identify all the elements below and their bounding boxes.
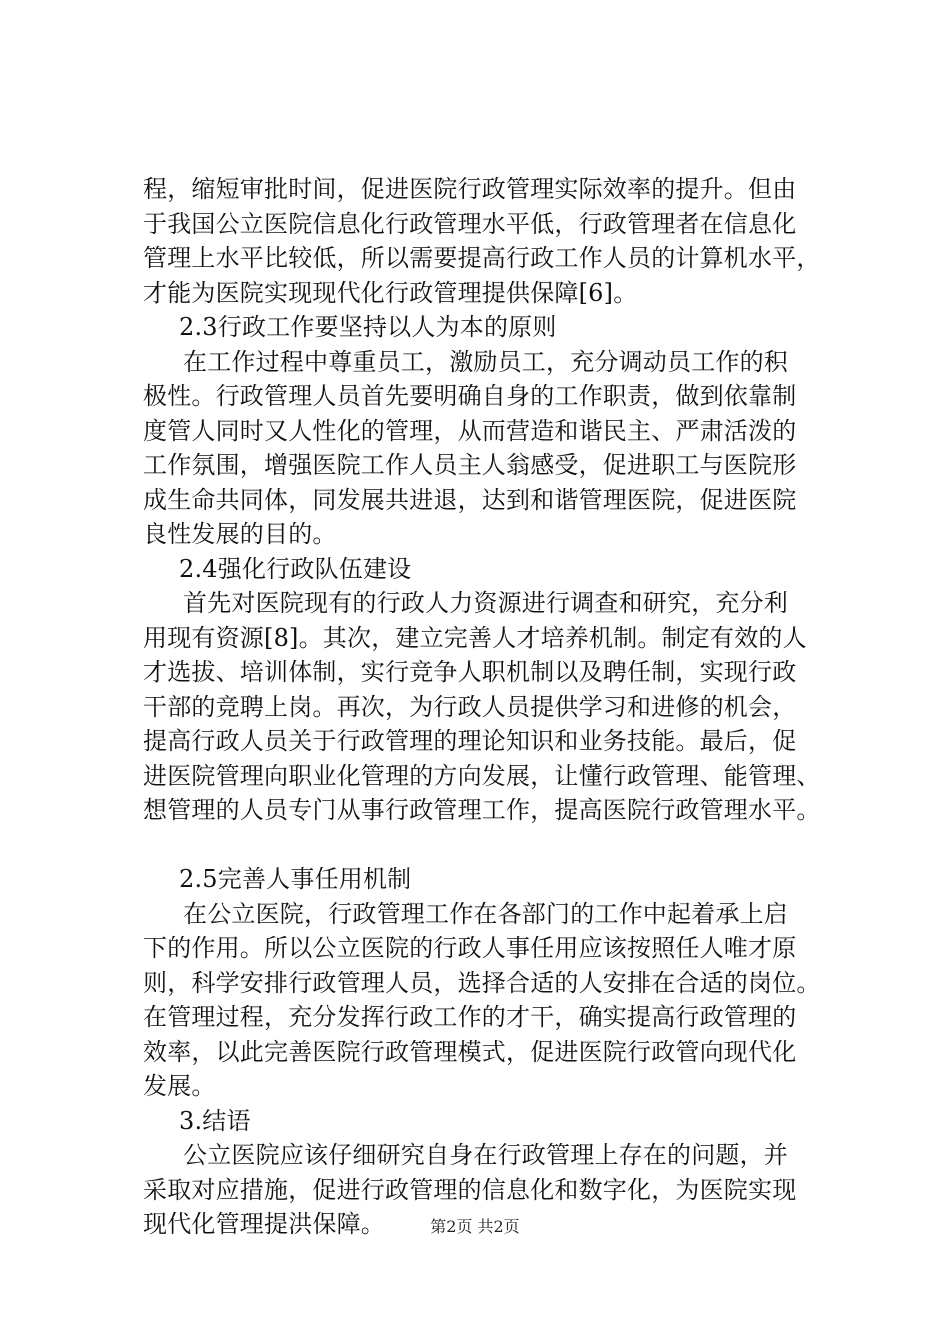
paragraph-line: 良性发展的目的。 [143, 520, 337, 548]
paragraph-line: 发展。 [143, 1072, 216, 1100]
paragraph-line: 公立医院应该仔细研究自身在行政管理上存在的问题，并 [183, 1141, 788, 1169]
paragraph-line: 才能为医院实现现代化行政管理提供保障[6]。 [143, 278, 638, 307]
paragraph-line: 想管理的人员专门从事行政管理工作，提高医院行政管理水平。 [143, 796, 821, 824]
paragraph-line: 采取对应措施，促进行政管理的信息化和数字化，为医院实现 [143, 1175, 797, 1204]
paragraph-line: 管理上水平比较低，所以需要提高行政工作人员的计算机水平， [143, 244, 821, 272]
paragraph-line: 程，缩短审批时间，促进医院行政管理实际效率的提升。但由 [143, 175, 797, 203]
document-body [143, 172, 835, 1242]
paragraph-line: 现代化管理提洪保障。 [143, 1210, 385, 1238]
paragraph-line: 工作氛围，增强医院工作人员主人翁感受，促进职工与医院形 [143, 451, 797, 479]
paragraph-line: 干部的竞聘上岗。再次，为行政人员提供学习和进修的机会， [143, 692, 797, 721]
paragraph-line: 进医院管理向职业化管理的方向发展，让懂行政管理、能管理、 [143, 761, 821, 790]
paragraph-line: 成生命共同体，同发展共进退，达到和谐管理医院，促进医院 [143, 485, 797, 514]
paragraph-line: 下的作用。所以公立医院的行政人事任用应该按照任人唯才原 [143, 934, 797, 962]
paragraph-line: 效率，以此完善医院行政管理模式，促进医院行政管向现代化 [143, 1037, 797, 1066]
paragraph-line: 在公立医院，行政管理工作在各部门的工作中起着承上启 [183, 899, 788, 928]
paragraph-line: 提高行政人员关于行政管理的理论知识和业务技能。最后，促 [143, 727, 797, 755]
paragraph-line: 则，科学安排行政管理人员，选择合适的人安排在合适的岗位。 [143, 968, 821, 997]
blank-line [143, 828, 835, 863]
paragraph-line: 度管人同时又人性化的管理，从而营造和谐民主、严肃活泼的 [143, 416, 797, 445]
paragraph-line: 首先对医院现有的行政人力资源进行调查和研究，充分利 [183, 589, 788, 617]
paragraph-line: 才选拔、培训体制，实行竞争人职机制以及聘任制，实现行政 [143, 658, 797, 686]
section-heading: 3.结语 [179, 1106, 251, 1135]
paragraph-line: 在管理过程，充分发挥行政工作的才干，确实提高行政管理的 [143, 1003, 797, 1031]
section-heading: 2.3行政工作要坚持以人为本的原则 [179, 313, 557, 341]
page-footer: 第2页 共2页 [430, 1217, 520, 1236]
section-heading: 2.4强化行政队伍建设 [179, 554, 412, 583]
paragraph-line: 于我国公立医院信息化行政管理水平低，行政管理者在信息化 [143, 209, 797, 238]
section-heading: 2.5完善人事任用机制 [179, 865, 412, 893]
paragraph-line: 极性。行政管理人员首先要明确自身的工作职责，做到依靠制 [143, 382, 797, 410]
paragraph-line: 用现有资源[8]。其次，建立完善人才培养机制。制定有效的人 [143, 623, 807, 652]
paragraph-line: 在工作过程中尊重员工，激励员工，充分调动员工作的积 [183, 347, 788, 376]
